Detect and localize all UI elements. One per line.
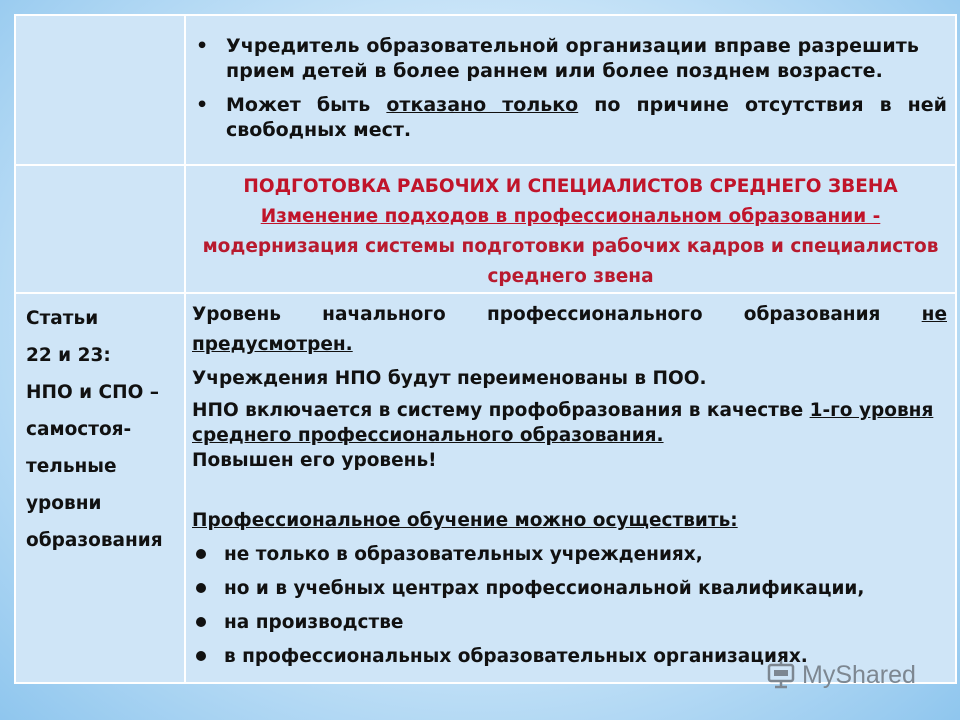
articles-line: самостоя- (26, 419, 132, 440)
list-item (192, 538, 947, 572)
articles-line: тельные (26, 456, 117, 477)
npo-system-paragraph (192, 398, 947, 448)
table-row (15, 293, 956, 683)
row1-left-cell (15, 15, 185, 165)
row2-left-cell (15, 165, 185, 293)
list-item-text: на производстве (224, 612, 404, 633)
bullet-text-pre: Может быть (226, 94, 387, 116)
raised-level-paragraph: Повышен его уровень! (192, 450, 437, 471)
section-subheading: Изменение подходов в профессиональном образовании - (260, 206, 881, 227)
paragraph-underlined: 1-го уровня среднего профессионального образования. (192, 400, 934, 446)
paragraph-text: НПО включается в систему профобразования в качестве (192, 400, 810, 421)
rename-paragraph: Учреждения НПО будут переименованы в ПОО. (192, 368, 707, 389)
age-bullets (190, 34, 947, 143)
training-heading: Профессиональное обучение можно осуществить: (192, 510, 738, 531)
bullet-icon (196, 583, 206, 593)
articles-line: 22 и 23: (26, 345, 111, 366)
articles-line: образования (26, 530, 163, 551)
row1-right-cell (185, 15, 956, 165)
bullet-text-underlined: отказано только (386, 94, 579, 116)
list-item (192, 606, 947, 640)
training-list (192, 538, 947, 674)
section-heading: ПОДГОТОВКА РАБОЧИХ И СПЕЦИАЛИСТОВ СРЕДНЕГО ЗВЕНА (243, 176, 898, 197)
bullet-icon (196, 651, 206, 661)
bullet-text: Учредитель образовательной организации вправе разрешить прием детей в более раннем или более позднем возрасте. (226, 35, 919, 82)
table-row (15, 15, 956, 165)
content-table (14, 14, 957, 684)
articles-line: Статьи (26, 308, 99, 329)
details-cell (185, 293, 956, 683)
list-item (190, 34, 947, 84)
paragraph-text: Уровень начального профессионального образования (192, 304, 922, 325)
articles-cell (15, 293, 185, 683)
npo-level-paragraph (192, 300, 947, 360)
list-item-text: но и в учебных центрах профессиональной квалификации, (224, 578, 865, 599)
bullet-icon (196, 549, 206, 559)
bullet-text-post: по причине отсутствия в ней свободных мест. (226, 94, 947, 141)
bullet-icon: • (196, 35, 209, 57)
row2-right-cell (185, 165, 956, 293)
table-row (15, 165, 956, 293)
presentation-icon (766, 660, 796, 690)
paragraph-underlined: не предусмотрен. (192, 304, 947, 355)
bullet-icon (196, 617, 206, 627)
myshared-watermark (766, 655, 916, 695)
section-subheading-continued: модернизация системы подготовки рабочих кадров и специалистов среднего звена (202, 236, 939, 287)
articles-line: НПО и СПО – (26, 382, 160, 403)
articles-line: уровни (26, 493, 102, 514)
watermark-text: MyShared (802, 660, 916, 689)
list-item-text: в профессиональных образовательных организациях. (224, 646, 808, 667)
list-item (190, 93, 947, 143)
bullet-icon: • (196, 94, 209, 116)
list-item (192, 572, 947, 606)
list-item-text: не только в образовательных учреждениях, (224, 544, 703, 565)
